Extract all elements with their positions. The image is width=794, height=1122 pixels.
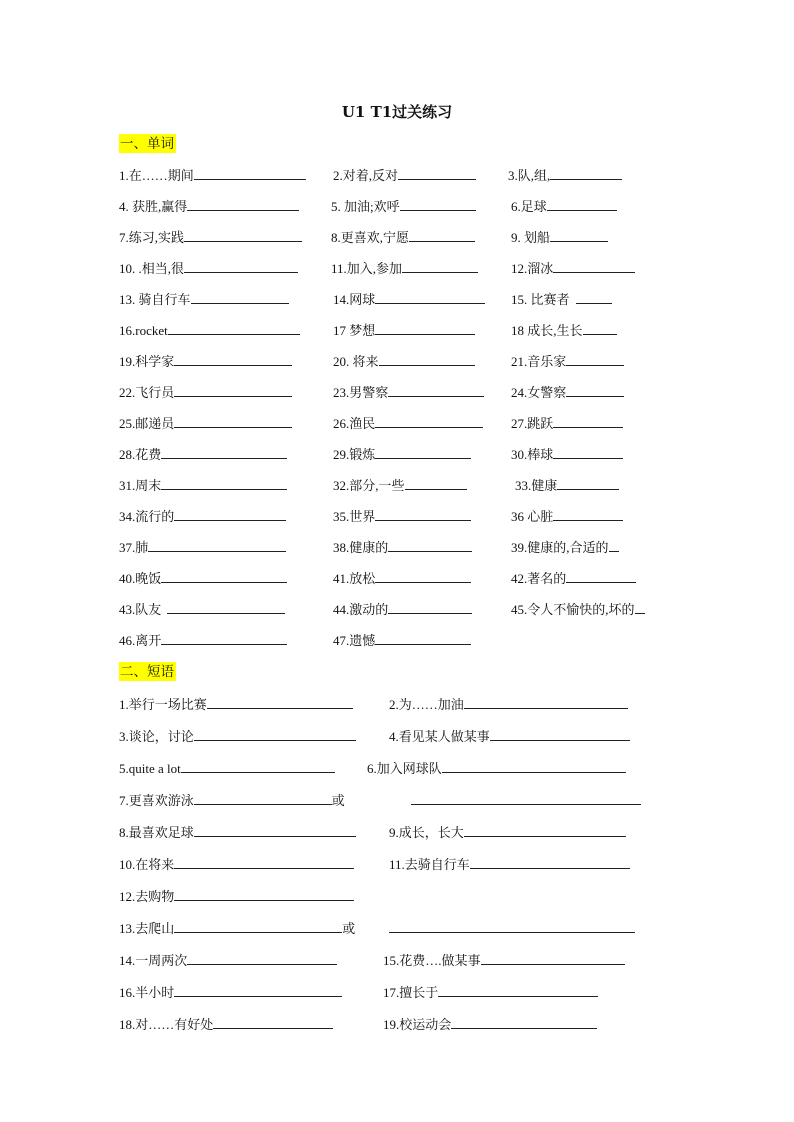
word-item: 42.著名的 [511,568,636,588]
answer-blank[interactable] [191,289,289,304]
phrase-item: 12.去购物 [119,886,354,906]
answer-blank[interactable] [388,537,472,552]
answer-blank[interactable] [398,165,476,180]
phrase-item: 17.擅长于 [383,982,598,1002]
answer-blank[interactable] [161,630,287,645]
phrase-row [0,1014,794,1034]
word-item: 47.遗憾 [333,630,471,650]
answer-blank[interactable] [609,537,619,552]
phrase-row [0,822,794,842]
word-item: 31.周末 [119,475,287,495]
word-row [0,351,794,371]
phrase-row [0,726,794,746]
answer-blank[interactable] [405,475,467,490]
answer-blank[interactable] [566,382,624,397]
answer-blank[interactable] [566,351,624,366]
answer-blank[interactable] [181,758,335,773]
answer-blank[interactable] [187,950,337,965]
answer-blank[interactable] [553,413,623,428]
word-row [0,382,794,402]
word-row [0,599,794,619]
or-label: 或 [331,793,345,808]
phrase-row [0,918,794,938]
word-item: 33.健康 [515,475,619,495]
answer-blank[interactable] [187,196,299,211]
phrase-item: 3.谈论，讨论 [119,726,356,746]
answer-blank[interactable] [470,854,630,869]
answer-blank[interactable] [174,918,342,933]
word-item: 38.健康的 [333,537,472,557]
word-item: 46.离开 [119,630,287,650]
phrase-item: 14.一周两次 [119,950,337,970]
answer-blank[interactable] [547,196,617,211]
word-item: 28.花费 [119,444,287,464]
phrase-item: 5.quite a lot [119,758,335,778]
answer-blank[interactable] [553,506,623,521]
answer-blank[interactable] [174,413,292,428]
phrase-item: 8.最喜欢足球 [119,822,356,842]
answer-blank[interactable] [388,599,472,614]
phrase-item: 11.去骑自行车 [389,854,630,874]
word-row [0,630,794,650]
phrase-item: 4.看见某人做某事 [389,726,630,746]
answer-blank[interactable] [576,289,612,304]
phrase-item [411,790,641,810]
word-item: 36 心脏 [511,506,623,526]
word-row [0,506,794,526]
word-item: 16.rocket [119,320,300,340]
word-item: 37.肺 [119,537,286,557]
word-item: 26.渔民 [333,413,483,433]
answer-blank[interactable] [194,822,356,837]
word-row [0,258,794,278]
word-item: 24.女警察 [511,382,624,402]
phrase-item: 7.更喜欢游泳 或 [119,790,345,810]
answer-blank[interactable] [400,196,476,211]
word-item: 18 成长,生长 [511,320,617,340]
phrase-item: 16.半小时 [119,982,342,1002]
word-item: 3.队,组, [508,165,622,185]
answer-blank[interactable] [148,537,286,552]
answer-blank[interactable] [174,351,292,366]
answer-blank[interactable] [550,165,622,180]
answer-blank[interactable] [174,982,342,997]
answer-blank[interactable] [174,382,292,397]
word-row [0,413,794,433]
answer-blank[interactable] [490,726,630,741]
answer-blank[interactable] [557,475,619,490]
answer-blank[interactable] [174,886,354,901]
word-row [0,320,794,340]
word-item: 17 梦想 [333,320,475,340]
word-item: 13. 骑自行车 [119,289,289,309]
section-heading-words: 一、单词 [120,136,174,151]
answer-blank[interactable] [375,413,483,428]
phrase-row [0,854,794,874]
section-heading-phrases: 二、短语 [120,664,174,679]
phrase-item: 10.在将来 [119,854,354,874]
answer-blank[interactable] [566,568,636,583]
answer-blank[interactable] [553,444,623,459]
word-item: 11.加入,参加 [331,258,478,278]
word-row [0,196,794,216]
answer-blank[interactable] [375,630,471,645]
phrase-item: 19.校运动会 [383,1014,597,1034]
word-item: 9. 划船 [511,227,608,247]
word-item: 10. .相当,很 [119,258,298,278]
answer-blank[interactable] [375,444,471,459]
answer-blank[interactable] [379,351,475,366]
answer-blank[interactable] [161,444,287,459]
phrase-item: 15.花费….做某事 [383,950,625,970]
answer-blank[interactable] [451,1014,597,1029]
answer-blank[interactable] [375,289,485,304]
answer-blank[interactable] [194,726,356,741]
answer-blank[interactable] [184,258,298,273]
word-item: 27.跳跃 [511,413,623,433]
word-item: 14.网球 [333,289,485,309]
answer-blank[interactable] [194,790,332,805]
word-item: 23.男警察 [333,382,484,402]
word-item: 41.放松 [333,568,471,588]
phrase-row [0,950,794,970]
answer-blank[interactable] [161,475,287,490]
phrase-item: 18.对……有好处 [119,1014,333,1034]
page-title: U1 T1过关练习 [341,103,453,121]
word-item: 6.足球 [511,196,617,216]
answer-blank[interactable] [389,918,635,933]
or-label: 或 [342,921,356,936]
answer-blank[interactable] [583,320,617,335]
word-item: 34.流行的 [119,506,286,526]
word-item: 8.更喜欢,宁愿 [331,227,475,247]
answer-blank[interactable] [464,822,626,837]
word-item: 30.棒球 [511,444,623,464]
word-item: 21.音乐家 [511,351,624,371]
word-item: 4. 获胜,赢得 [119,196,299,216]
phrase-item: 1.举行一场比赛 [119,694,353,714]
answer-blank[interactable] [161,568,287,583]
word-row [0,475,794,495]
answer-blank[interactable] [375,568,471,583]
phrase-item: 6.加入网球队 [367,758,626,778]
word-item: 29.锻炼 [333,444,471,464]
word-item: 2.对着,反对 [333,165,476,185]
answer-blank[interactable] [409,227,475,242]
answer-blank[interactable] [174,506,286,521]
phrase-row [0,790,794,810]
answer-blank[interactable] [375,320,475,335]
word-item: 7.练习,实践 [119,227,302,247]
answer-blank[interactable] [207,694,353,709]
answer-blank[interactable] [194,165,306,180]
answer-blank[interactable] [168,320,300,335]
word-item: 15. 比赛者 [511,289,612,309]
word-row [0,568,794,588]
answer-blank[interactable] [481,950,625,965]
answer-blank[interactable] [174,854,354,869]
word-item: 19.科学家 [119,351,292,371]
answer-blank[interactable] [442,758,626,773]
word-item: 12.溜冰 [511,258,635,278]
word-row [0,537,794,557]
answer-blank[interactable] [184,227,302,242]
word-row [0,444,794,464]
word-row [0,289,794,309]
answer-blank[interactable] [464,694,628,709]
answer-blank[interactable] [635,599,645,614]
answer-blank[interactable] [438,982,598,997]
answer-blank[interactable] [167,599,285,614]
phrase-row [0,886,794,906]
word-item: 39.健康的,合适的 [511,537,619,557]
phrase-item: 13.去爬山 或 [119,918,355,938]
phrase-item: 2.为……加油 [389,694,628,714]
answer-blank[interactable] [550,227,608,242]
word-item: 35.世界 [333,506,471,526]
phrase-item [389,918,635,938]
word-item: 25.邮递员 [119,413,292,433]
answer-blank[interactable] [402,258,478,273]
phrase-row [0,982,794,1002]
phrase-item: 9.成长，长大 [389,822,626,842]
word-item: 43.队友 [119,599,285,619]
phrase-row [0,758,794,778]
answer-blank[interactable] [388,382,484,397]
word-item: 40.晚饭 [119,568,287,588]
word-row [0,165,794,185]
word-row [0,227,794,247]
answer-blank[interactable] [411,790,641,805]
answer-blank[interactable] [213,1014,333,1029]
word-item: 20. 将来 [333,351,475,371]
answer-blank[interactable] [375,506,471,521]
phrase-row [0,694,794,714]
word-item: 32.部分,一些 [333,475,467,495]
word-item: 44.激动的 [333,599,472,619]
word-item: 45.令人不愉快的,坏的 [511,599,645,619]
word-item: 22.飞行员 [119,382,292,402]
answer-blank[interactable] [553,258,635,273]
word-item: 1.在……期间 [119,165,306,185]
word-item: 5. 加油;欢呼 [331,196,476,216]
